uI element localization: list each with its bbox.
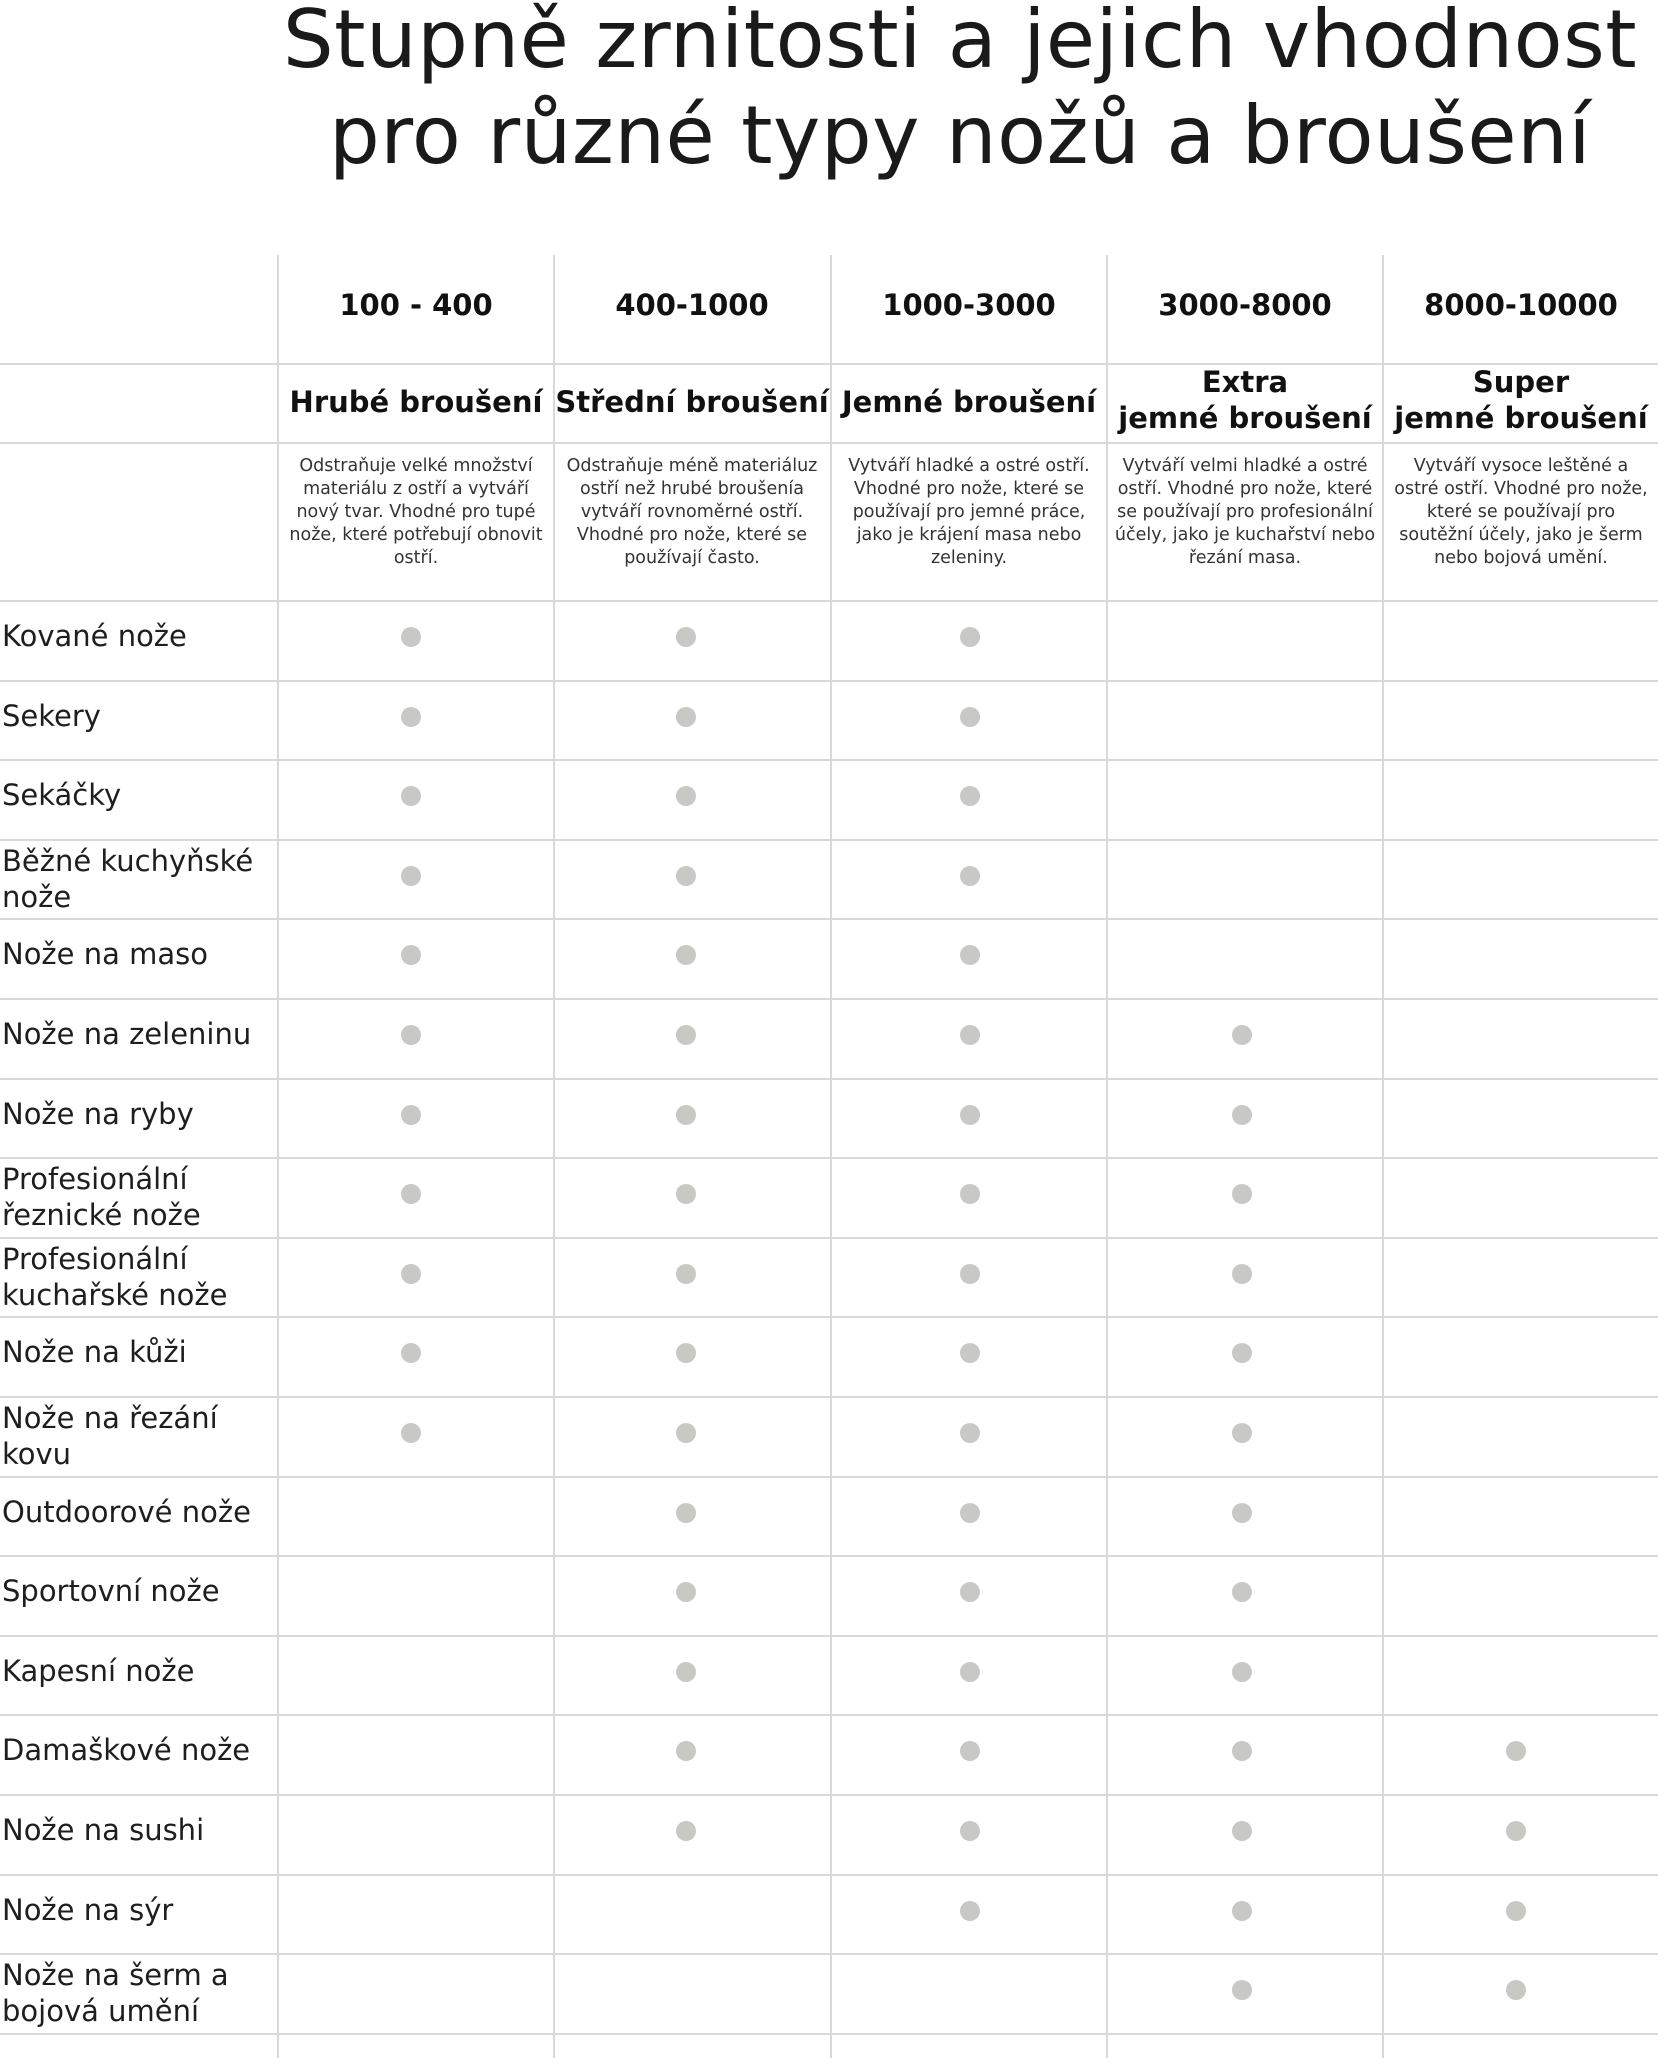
suitable-dot	[1506, 1821, 1526, 1841]
knife-type-label: Profesionální kuchařské nože	[2, 1241, 228, 1312]
suitable-dot	[401, 1264, 421, 1284]
suitable-dot	[960, 786, 980, 806]
knife-type-label: Sekáčky	[2, 778, 122, 813]
suitable-dot	[1232, 1184, 1252, 1204]
suitable-dot	[960, 945, 980, 965]
sharpening-stage-header	[1107, 364, 1383, 436]
row-divider	[0, 1555, 1658, 1557]
stage-description: Vytváří hladké a ostré ostří. Vhodné pro nože, které se používají pro jemné práce, jako je krájení masa nebo zeleniny.	[848, 456, 1090, 568]
suitable-dot	[676, 1423, 696, 1443]
knife-type-label: Nože na zeleninu	[2, 1017, 252, 1051]
row-divider	[0, 839, 1658, 841]
suitable-dot	[401, 1105, 421, 1125]
grit-range-header: 400-1000	[615, 288, 769, 322]
stage-description: Odstraňuje velké množství materiálu z ostří a vytváří nový tvar. Vhodné pro tupé nože, které potřebují obnovit ostří.	[289, 456, 543, 568]
suitable-dot	[1232, 1025, 1252, 1045]
suitable-dot	[960, 1025, 980, 1045]
suitable-dot	[676, 1025, 696, 1045]
row-divider	[0, 1714, 1658, 1716]
knife-type-label: Nože na kůži	[2, 1335, 187, 1370]
suitable-dot	[1506, 1741, 1526, 1761]
grit-range-header: 100 - 400	[339, 288, 493, 322]
stage-line-1: Super	[1472, 365, 1570, 399]
suitable-dot	[1232, 1980, 1252, 2000]
knife-type-label: Sportovní nože	[2, 1574, 220, 1609]
suitable-dot	[1232, 1901, 1252, 1921]
stage-line-2: jemné broušení	[1118, 401, 1372, 435]
suitable-dot	[960, 627, 980, 647]
suitable-dot	[676, 1264, 696, 1284]
row-divider	[0, 1316, 1658, 1318]
suitable-dot	[960, 866, 980, 886]
suitable-dot	[1506, 1980, 1526, 2000]
suitable-dot	[960, 1264, 980, 1284]
suitable-dot	[401, 866, 421, 886]
knife-type-label: Sekery	[2, 698, 101, 733]
suitable-dot	[960, 707, 980, 727]
suitable-dot	[960, 1105, 980, 1125]
knife-type-label: Profesionální řeznické nože	[2, 1162, 201, 1233]
row-divider	[0, 2033, 1658, 2035]
row-divider	[0, 1078, 1658, 1080]
knife-type-label: Kapesní nože	[2, 1653, 195, 1688]
suitable-dot	[401, 1184, 421, 1204]
suitable-dot	[1232, 1343, 1252, 1363]
knife-type-label: Nože na sýr	[2, 1892, 174, 1927]
suitable-dot	[676, 866, 696, 886]
stage-line-2: Jemné broušení	[841, 385, 1097, 419]
suitable-dot	[676, 1105, 696, 1125]
suitable-dot	[1232, 1264, 1252, 1284]
suitable-dot	[960, 1662, 980, 1682]
suitable-dot	[676, 707, 696, 727]
row-divider	[0, 918, 1658, 920]
knife-type-label: Běžné kuchyňské nože	[2, 843, 254, 914]
suitable-dot	[1232, 1503, 1252, 1523]
suitable-dot	[676, 1741, 696, 1761]
suitable-dot	[401, 945, 421, 965]
suitable-dot	[960, 1423, 980, 1443]
knife-type-label: Damaškové nože	[2, 1733, 251, 1768]
row-divider	[0, 1476, 1658, 1478]
suitable-dot	[1232, 1582, 1252, 1602]
knife-type-label: Nože na maso	[2, 937, 208, 972]
suitable-dot	[401, 627, 421, 647]
sharpening-stage-header	[554, 384, 830, 420]
suitable-dot	[960, 1503, 980, 1523]
suitable-dot	[960, 1184, 980, 1204]
suitable-dot	[960, 1343, 980, 1363]
row-divider	[0, 1635, 1658, 1637]
row-divider	[0, 759, 1658, 761]
suitable-dot	[676, 627, 696, 647]
title-line-2: pro různé typy nožů a broušení	[328, 89, 1592, 182]
row-divider	[0, 998, 1658, 1000]
stage-line-2: Střední broušení	[555, 385, 829, 419]
stage-line-2: jemné broušení	[1394, 401, 1648, 435]
suitable-dot	[401, 1025, 421, 1045]
suitable-dot	[401, 1343, 421, 1363]
stage-line-1: Extra	[1201, 365, 1289, 399]
grit-range-header: 8000-10000	[1424, 288, 1618, 322]
suitable-dot	[401, 707, 421, 727]
sharpening-stage-header	[831, 384, 1107, 420]
row-divider	[0, 1157, 1658, 1159]
knife-type-label: Nože na šerm a bojová umění	[2, 1958, 229, 2029]
sharpening-stage-header	[278, 384, 554, 420]
knife-type-label: Nože na ryby	[2, 1096, 194, 1131]
sharpening-stage-header	[1383, 364, 1659, 436]
suitable-dot	[1232, 1821, 1252, 1841]
suitable-dot	[676, 1343, 696, 1363]
suitable-dot	[676, 1184, 696, 1204]
row-divider	[0, 680, 1658, 682]
suitable-dot	[960, 1582, 980, 1602]
knife-type-label: Outdoorové nože	[2, 1494, 251, 1529]
grit-range-header: 1000-3000	[882, 288, 1056, 322]
row-divider	[0, 1794, 1658, 1796]
title-line-1: Stupně zrnitosti a jejich vhodnost	[282, 0, 1638, 86]
knife-type-label: Nože na řezání kovu	[2, 1401, 218, 1471]
stage-description: Vytváří vysoce leštěné a ostré ostří. Vhodné pro nože, které se používají pro soutěžní účely, jako je šerm nebo bojová umění.	[1394, 456, 1648, 568]
row-divider	[0, 1953, 1658, 1955]
row-divider	[0, 600, 1658, 602]
suitable-dot	[676, 1582, 696, 1602]
suitable-dot	[676, 786, 696, 806]
suitable-dot	[401, 786, 421, 806]
suitable-dot	[1232, 1105, 1252, 1125]
row-divider	[0, 1237, 1658, 1239]
suitable-dot	[960, 1901, 980, 1921]
grit-range-header: 3000-8000	[1158, 288, 1332, 322]
knife-type-label: Nože na sushi	[2, 1813, 205, 1847]
suitable-dot	[1232, 1662, 1252, 1682]
suitable-dot	[1232, 1423, 1252, 1443]
suitable-dot	[676, 1821, 696, 1841]
stage-description: Odstraňuje méně materiáluz ostří než hrubé broušenía vytváří rovnoměrné ostří. Vhodné pro nože, které se používají často.	[566, 456, 818, 568]
stage-line-2: Hrubé broušení	[289, 385, 543, 419]
suitable-dot	[1232, 1741, 1252, 1761]
suitable-dot	[401, 1423, 421, 1443]
row-divider	[0, 1874, 1658, 1876]
row-divider	[0, 1396, 1658, 1398]
knife-type-label: Kované nože	[2, 619, 187, 653]
suitable-dot	[676, 1503, 696, 1523]
row-divider	[0, 442, 1658, 444]
suitable-dot	[960, 1821, 980, 1841]
suitable-dot	[676, 1662, 696, 1682]
stage-description: Vytváří velmi hladké a ostré ostří. Vhodné pro nože, které se používají pro profesionální účely, jako je kuchařství nebo řezání masa.	[1114, 456, 1376, 568]
suitable-dot	[676, 945, 696, 965]
suitable-dot	[1506, 1901, 1526, 1921]
suitable-dot	[960, 1741, 980, 1761]
